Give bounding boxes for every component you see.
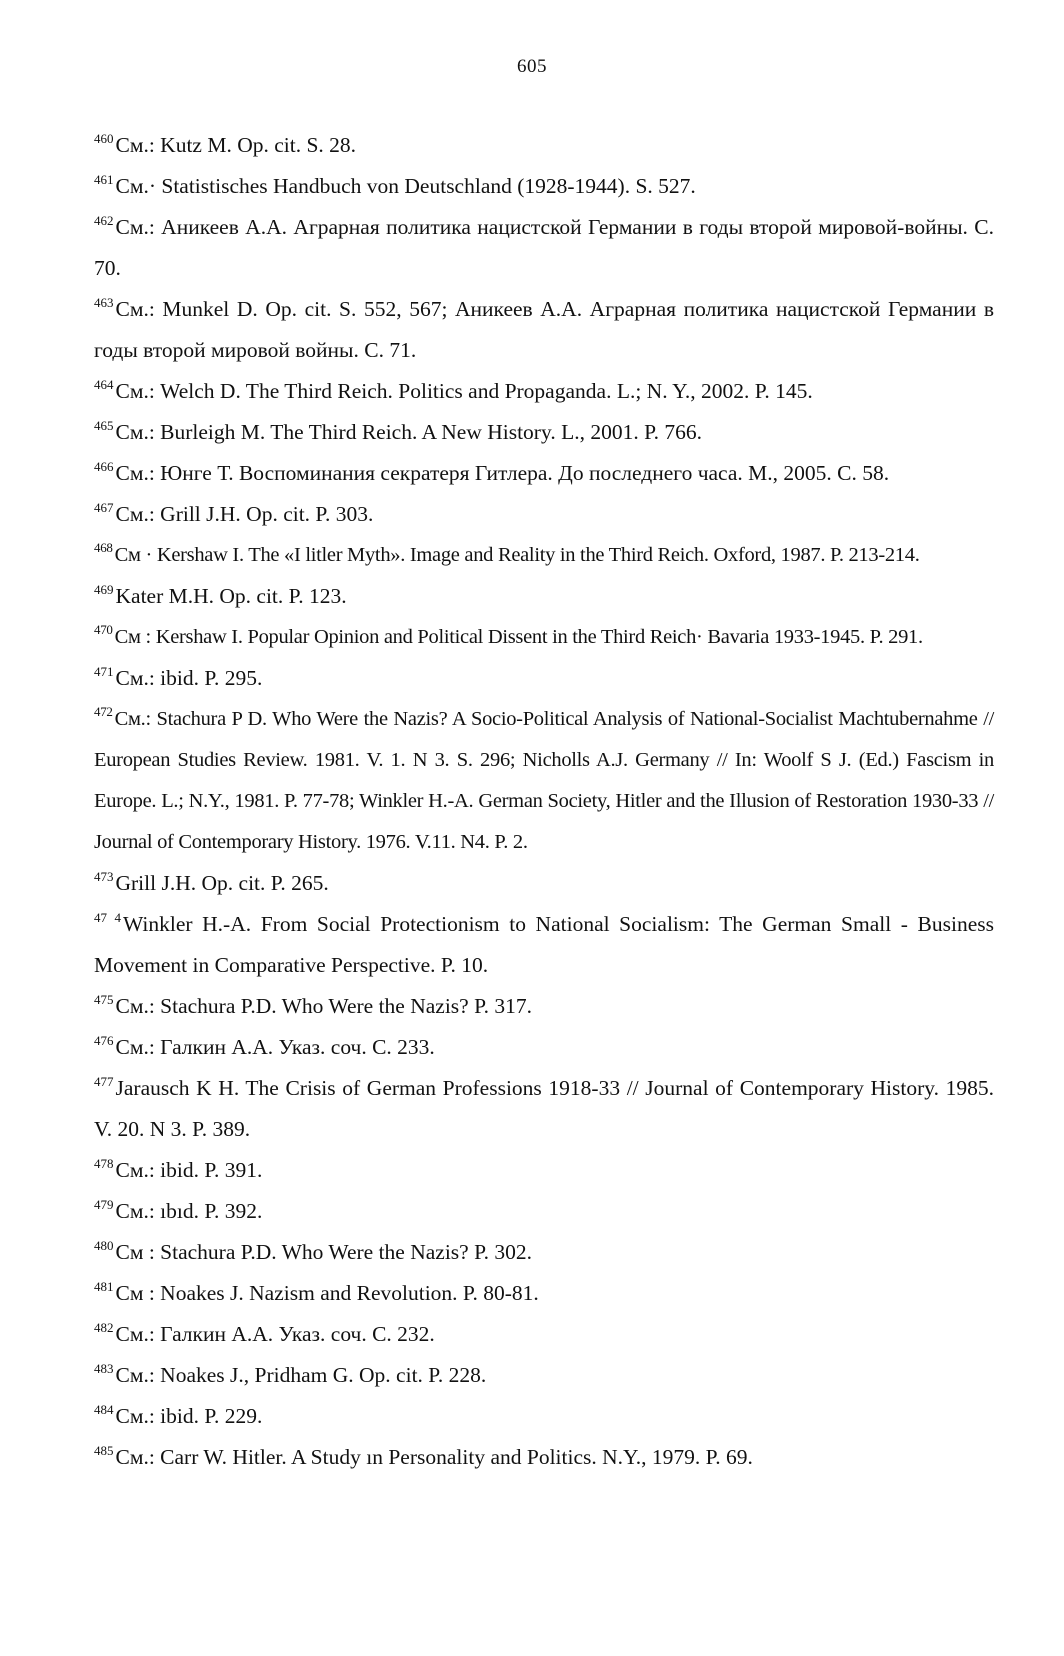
footnote-485 <box>94 1437 994 1478</box>
footnote-484 <box>94 1396 994 1437</box>
footnote-number: 470 <box>94 622 113 637</box>
footnote-481 <box>94 1273 994 1314</box>
footnote-text: См : Kershaw I. Popular Opinion and Political Dissent in the Third Reich· Bavaria 1933-1945. P. 291. <box>114 626 923 648</box>
footnote-number: 481 <box>94 1279 114 1294</box>
footnote-number: 477 <box>94 1074 114 1089</box>
footnote-476 <box>94 1027 994 1068</box>
footnote-472 <box>94 699 994 863</box>
footnote-text: См.: Munkel D. Op. cit. S. 552, 567; Аникеев А.А. Аграрная политика нацистской Германии в годы второй мировой войны. С. 71. <box>94 297 994 362</box>
footnote-480 <box>94 1232 994 1273</box>
footnote-number: 482 <box>94 1320 114 1335</box>
footnotes-list <box>94 125 994 1478</box>
footnote-number: 463 <box>94 295 114 310</box>
footnote-460 <box>94 125 994 166</box>
footnote-475 <box>94 986 994 1027</box>
footnote-number: 466 <box>94 459 114 474</box>
footnote-number: 472 <box>94 704 113 719</box>
footnote-text: См.: Галкин А.А. Указ. соч. С. 233. <box>115 1035 435 1059</box>
footnote-number: 471 <box>94 664 114 679</box>
footnote-473 <box>94 863 994 904</box>
page-number: 605 <box>517 56 547 77</box>
footnote-number: 475 <box>94 992 114 1007</box>
footnote-number: 467 <box>94 500 114 515</box>
footnote-465 <box>94 412 994 453</box>
footnote-text: См.: ibid. P. 229. <box>115 1404 263 1428</box>
footnote-number: 473 <box>94 869 114 884</box>
footnote-text: См.: ibid. P. 295. <box>115 666 263 690</box>
footnote-461 <box>94 166 994 207</box>
footnote-470 <box>94 617 994 658</box>
footnote-text: См.: Stachura P.D. Who Were the Nazis? P. 317. <box>115 994 533 1018</box>
footnote-text: См.: Welch D. The Third Reich. Politics and Propaganda. L.; N. Y., 2002. P. 145. <box>115 379 813 403</box>
footnote-text: См.: Carr W. Hitler. A Study ın Personality and Politics. N.Y., 1979. P. 69. <box>115 1445 753 1469</box>
footnote-467 <box>94 494 994 535</box>
footnote-464 <box>94 371 994 412</box>
footnote-number: 480 <box>94 1238 114 1253</box>
footnote-466 <box>94 453 994 494</box>
footnote-474 <box>94 904 994 986</box>
footnote-number: 479 <box>94 1197 114 1212</box>
footnote-number: 485 <box>94 1443 114 1458</box>
footnote-text: См.: Галкин А.А. Указ. соч. С. 232. <box>115 1322 435 1346</box>
footnote-471 <box>94 658 994 699</box>
footnote-479 <box>94 1191 994 1232</box>
footnote-477 <box>94 1068 994 1150</box>
footnote-468 <box>94 535 994 576</box>
footnote-number: 484 <box>94 1402 114 1417</box>
footnote-number: 483 <box>94 1361 114 1376</box>
footnote-478 <box>94 1150 994 1191</box>
footnote-number: 476 <box>94 1033 114 1048</box>
footnote-text: Kater M.H. Op. cit. P. 123. <box>115 584 347 608</box>
footnote-text: Jarausch K H. The Crisis of German Professions 1918-33 // Journal of Contemporary History. 1985. V. 20. N 3. P. 389. <box>94 1076 994 1141</box>
footnote-text: См.: Kutz M. Op. cit. S. 28. <box>115 133 357 157</box>
footnote-number: 461 <box>94 172 114 187</box>
footnote-text: См : Noakes J. Nazism and Revolution. P. 80-81. <box>115 1281 539 1305</box>
footnote-482 <box>94 1314 994 1355</box>
footnote-text: См.: ıbıd. P. 392. <box>115 1199 263 1223</box>
footnote-text: См.: Burleigh M. The Third Reich. A New History. L., 2001. P. 766. <box>115 420 703 444</box>
footnote-483 <box>94 1355 994 1396</box>
footnote-text: См · Kershaw I. The «I litler Myth». Image and Reality in the Third Reich. Oxford, 1987. P. 213-214. <box>114 544 920 566</box>
footnote-text: Grill J.H. Op. cit. P. 265. <box>115 871 329 895</box>
footnote-text: См.: ibid. P. 391. <box>115 1158 263 1182</box>
footnote-462 <box>94 207 994 289</box>
footnote-number: 478 <box>94 1156 114 1171</box>
footnote-number: 469 <box>94 582 114 597</box>
footnote-number: 464 <box>94 377 114 392</box>
footnote-text: См.: Grill J.H. Op. cit. P. 303. <box>115 502 374 526</box>
footnote-text: См : Stachura P.D. Who Were the Nazis? P. 302. <box>115 1240 533 1264</box>
footnote-number: 462 <box>94 213 114 228</box>
footnote-text: См.: Stachura P D. Who Were the Nazis? A Socio-Political Analysis of National-Socialist Machtubernahme // European Studies Review. 1981. V. 1. N 3. S. 296; Nicholls A.J. Germany // In: Woolf S J. (Ed.) Fascism in Europe. L.; N.Y., 1981. P. 77-78; Winkler H.-A. German Society, Hitler and the Illusion of Restoration 1930-33 // Journal of Contemporary History. 1976. V.11. N4. P. 2. <box>94 708 994 853</box>
footnote-text: См.: Юнге Т. Воспоминания секратеря Гитлера. До последнего часа. М., 2005. С. 58. <box>115 461 890 485</box>
footnote-text: См.: Аникеев А.А. Аграрная политика нацистской Германии в годы второй мировой-войны. С. 70. <box>94 215 994 280</box>
footnote-number: 47 4 <box>94 910 121 925</box>
footnote-463 <box>94 289 994 371</box>
footnote-text: См.· Statistisches Handbuch von Deutschland (1928-1944). S. 527. <box>115 174 696 198</box>
footnote-number: 460 <box>94 131 114 146</box>
footnote-number: 468 <box>94 540 113 555</box>
footnote-number: 465 <box>94 418 114 433</box>
footnote-469 <box>94 576 994 617</box>
footnote-text: См.: Noakes J., Pridham G. Op. cit. P. 228. <box>115 1363 487 1387</box>
footnote-text: Winkler H.-A. From Social Protectionism to National Socialism: The German Small - Business Movement in Comparative Perspective. P. 10. <box>94 912 994 977</box>
